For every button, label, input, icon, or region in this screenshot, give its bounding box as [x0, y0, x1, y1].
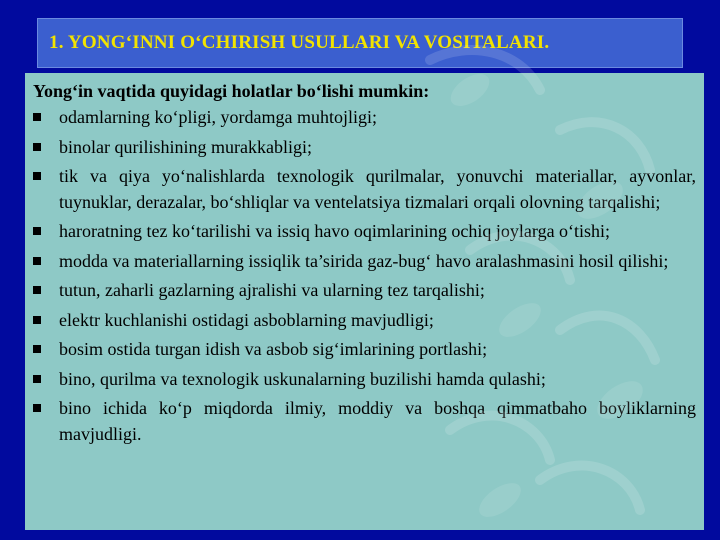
list-item: [33, 367, 696, 393]
list-item: [33, 278, 696, 304]
list-item-text: haroratning tez ko‘tarilishi va issiq havo oqimlarining ochiq joylarga o‘tishi;: [59, 221, 611, 241]
list-item-text: bosim ostida turgan idish va asbob sig‘imlarining portlashi;: [59, 339, 488, 359]
square-bullet-icon: [33, 286, 41, 294]
list-item-text: elektr kuchlanishi ostidagi asboblarning mavjudligi;: [59, 309, 434, 330]
bullet-list: [33, 105, 696, 447]
list-item: [33, 105, 696, 131]
list-item: [33, 249, 696, 275]
slide-title: 1. YONG‘INNI O‘CHIRISH USULLARI VA VOSITALARI.: [49, 32, 550, 53]
square-bullet-icon: [33, 227, 41, 235]
list-item: [33, 337, 696, 363]
square-bullet-icon: [33, 375, 41, 383]
list-item: [33, 219, 696, 245]
list-item: [33, 396, 696, 447]
list-item-text: odamlarning ko‘pligi, yordamga muhtojligi;: [59, 107, 377, 127]
list-item-text: modda va materiallarning issiqlik ta’sirida gaz-bug‘ havo aralashmasini hosil qilishi;: [59, 250, 669, 271]
square-bullet-icon: [33, 143, 41, 151]
square-bullet-icon: [33, 172, 41, 180]
content-box: [25, 73, 704, 530]
list-item-text: tik va qiya yo‘nalishlarda texnologik qurilmalar, yonuvchi materiallar, ayvonlar, tuynuklar, derazalar, bo‘shliqlar va ventelatsiya tizmalari orqali olovning tarqalishi;: [59, 166, 696, 212]
square-bullet-icon: [33, 316, 41, 324]
list-item: [33, 135, 696, 161]
list-item-text: tutun, zaharli gazlarning ajralishi va ularning tez tarqalishi;: [59, 280, 485, 300]
list-item-text: bino, qurilma va texnologik uskunalarning buzilishi hamda qulashi;: [59, 368, 546, 389]
square-bullet-icon: [33, 404, 41, 412]
title-box: [37, 18, 683, 68]
list-item: [33, 308, 696, 334]
square-bullet-icon: [33, 257, 41, 265]
list-item-text: binolar qurilishining murakkabligi;: [59, 136, 312, 157]
square-bullet-icon: [33, 345, 41, 353]
list-item-text: bino ichida ko‘p miqdorda ilmiy, moddiy va boshqa qimmatbaho boyliklarning mavjudligi.: [59, 398, 696, 444]
list-item: [33, 164, 696, 215]
square-bullet-icon: [33, 113, 41, 121]
intro-text: Yong‘in vaqtida quyidagi holatlar bo‘lishi mumkin:: [33, 81, 430, 101]
